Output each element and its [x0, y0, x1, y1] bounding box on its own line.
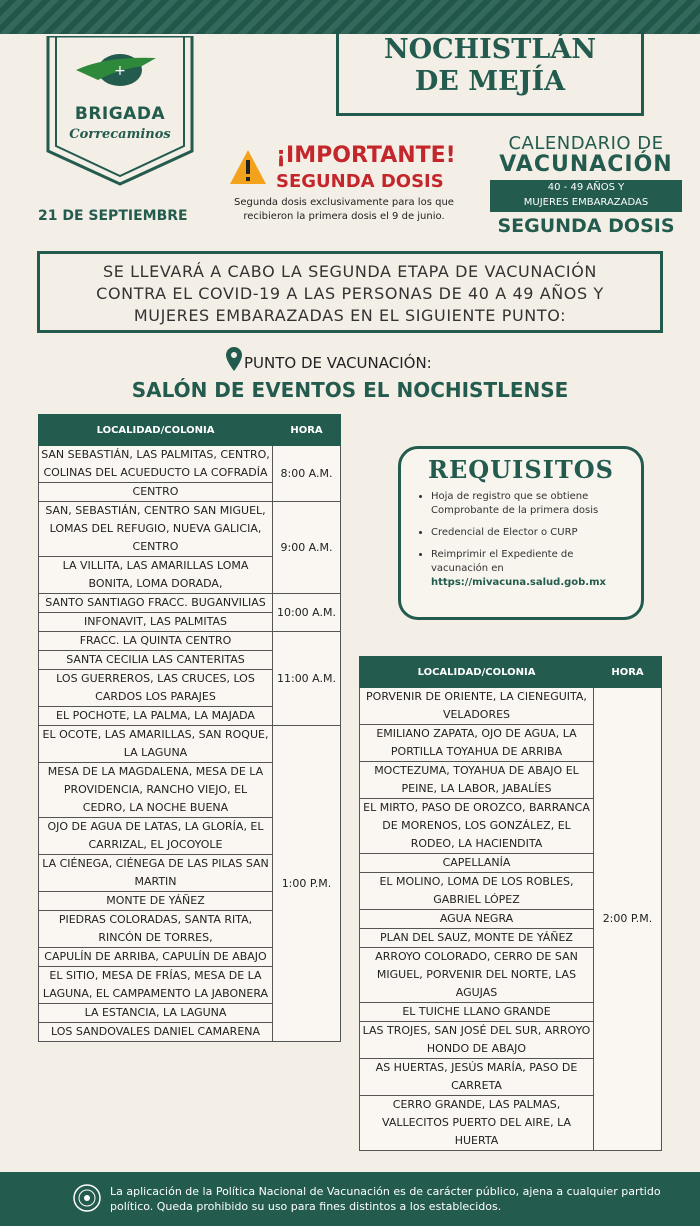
locality-cell: EL POCHOTE, LA PALMA, LA MAJADA: [39, 707, 273, 726]
brand-brigada: BRIGADA: [74, 104, 166, 124]
table-row: [360, 688, 662, 725]
hour-cell: 8:00 A.M.: [273, 446, 341, 502]
locality-cell: AS HUERTAS, JESÚS MARÍA, PASO DE CARRETA: [360, 1059, 594, 1096]
schedule-table-right: [359, 656, 662, 1151]
locality-cell: OJO DE AGUA DE LATAS, LA GLORÍA, EL CARRIZAL, EL JOCOYOLE: [39, 818, 273, 855]
hour-cell: 2:00 P.M.: [594, 688, 662, 1151]
hour-cell: 11:00 A.M.: [273, 632, 341, 726]
calendar-label: CALENDARIO DE: [508, 133, 664, 154]
requirements-title: REQUISITOS: [428, 455, 614, 484]
locality-cell: EL MOLINO, LOMA DE LOS ROBLES, GABRIEL LÓPEZ: [360, 873, 594, 910]
locality-cell: CERRO GRANDE, LAS PALMAS, VALLECITOS PUERTO DEL AIRE, LA HUERTA: [360, 1096, 594, 1151]
top-pattern-band: [0, 0, 700, 34]
vaccination-label: VACUNACIÓN: [499, 152, 673, 177]
locality-cell: SAN SEBASTIÁN, LAS PALMITAS, CENTRO, COLINAS DEL ACUEDUCTO LA COFRADÍA: [39, 446, 273, 483]
header-hour: HORA: [594, 657, 662, 688]
announcement-line3: MUJERES EMBARAZADAS EN EL SIGUIENTE PUNTO:: [133, 306, 567, 325]
locality-cell: EMILIANO ZAPATA, OJO DE AGUA, LA PORTILLA TOYAHUA DE ARRIBA: [360, 725, 594, 762]
second-dose-heading: SEGUNDA DOSIS: [276, 171, 444, 192]
announcement-box: [37, 251, 663, 333]
age-group-line1: 40 - 49 AÑOS Y: [547, 182, 625, 193]
locality-cell: PLAN DEL SAUZ, MONTE DE YÁÑEZ: [360, 929, 594, 948]
vaccine-url-link[interactable]: https://mivacuna.salud.gob.mx: [431, 577, 606, 588]
second-dose-note-line2: recibieron la primera dosis el 9 de junio.: [243, 211, 445, 222]
locality-cell: ARROYO COLORADO, CERRO DE SAN MIGUEL, PORVENIR DEL NORTE, LAS AGUJAS: [360, 948, 594, 1003]
locality-cell: EL MIRTO, PASO DE OROZCO, BARRANCA DE MORENOS, LOS GONZÁLEZ, EL RODEO, LA HACIENDITA: [360, 799, 594, 854]
announcement-line1: SE LLEVARÁ A CABO LA SEGUNDA ETAPA DE VACUNACIÓN: [102, 262, 598, 281]
requirement-item: • Hoja de registro que se obtiene Comprobante de la primera dosis: [431, 490, 631, 518]
second-dose-note-line1: Segunda dosis exclusivamente para los que: [234, 197, 454, 208]
venue-name: SALÓN DE EVENTOS EL NOCHISTLENSE: [131, 378, 569, 402]
locality-cell: SANTO SANTIAGO FRACC. BUGANVILIAS: [39, 594, 273, 613]
locality-cell: EL TUICHE LLANO GRANDE: [360, 1003, 594, 1022]
table-row: [39, 446, 341, 483]
announcement-line2: CONTRA EL COVID-19 A LAS PERSONAS DE 40 A 49 AÑOS Y: [96, 284, 604, 303]
table-row: [39, 502, 341, 557]
town-title-line2: DE MEJÍA: [414, 66, 566, 97]
requirement-item: • Credencial de Elector o CURP: [431, 526, 631, 540]
locality-cell: PORVENIR DE ORIENTE, LA CIENEGUITA, VELADORES: [360, 688, 594, 725]
requirement-item-text: Reimprimir el Expediente de vacunación en: [431, 549, 574, 574]
locality-cell: MONTE DE YÁÑEZ: [39, 892, 273, 911]
important-heading: ¡IMPORTANTE!: [276, 143, 456, 168]
town-title-line1: NOCHISTLÁN: [383, 34, 597, 65]
locality-cell: PIEDRAS COLORADAS, SANTA RITA, RINCÓN DE TORRES,: [39, 911, 273, 948]
table-row: [39, 594, 341, 613]
locality-cell: CAPELLANÍA: [360, 854, 594, 873]
location-pin-icon: [226, 347, 242, 371]
event-date: 21 DE SEPTIEMBRE: [38, 208, 188, 224]
requirements-box: [398, 446, 644, 620]
locality-cell: EL SITIO, MESA DE FRÍAS, MESA DE LA LAGUNA, EL CAMPAMENTO LA JABONERA: [39, 967, 273, 1004]
locality-cell: LAS TROJES, SAN JOSÉ DEL SUR, ARROYO HONDO DE ABAJO: [360, 1022, 594, 1059]
locality-cell: LA VILLITA, LAS AMARILLAS LOMA BONITA, LOMA DORADA,: [39, 557, 273, 594]
second-dose-note: [210, 196, 478, 224]
town-title: [336, 34, 644, 116]
age-group-line2: MUJERES EMBARAZADAS: [523, 197, 649, 208]
footer-text: La aplicación de la Política Nacional de Vacunación es de carácter público, ajena a cualquier partido político. Queda prohibido su uso para fines distintos a los establecidos.: [110, 1185, 661, 1213]
warning-icon: [228, 148, 268, 186]
second-dose-label: SEGUNDA DOSIS: [497, 215, 675, 237]
requirement-item: [431, 548, 631, 590]
locality-cell: FRACC. LA QUINTA CENTRO: [39, 632, 273, 651]
brand-correcaminos: Correcaminos: [69, 127, 171, 142]
hour-cell: 9:00 A.M.: [273, 502, 341, 594]
national-seal-icon: [72, 1183, 102, 1213]
age-group-band: [490, 180, 682, 212]
locality-cell: LA ESTANCIA, LA LAGUNA: [39, 1004, 273, 1023]
header-hour: HORA: [273, 415, 341, 446]
locality-cell: LA CIÉNEGA, CIÉNEGA DE LAS PILAS SAN MARTIN: [39, 855, 273, 892]
locality-cell: MOCTEZUMA, TOYAHUA DE ABAJO EL PEINE, LA LABOR, JABALÍES: [360, 762, 594, 799]
locality-cell: LOS GUERREROS, LAS CRUCES, LOS CARDOS LOS PARAJES: [39, 670, 273, 707]
svg-text:+: +: [114, 63, 126, 79]
table-row: [39, 632, 341, 651]
locality-cell: CENTRO: [39, 483, 273, 502]
table-row: [39, 726, 341, 763]
hour-cell: 10:00 A.M.: [273, 594, 341, 632]
schedule-table-left: [38, 414, 341, 1042]
hour-cell: 1:00 P.M.: [273, 726, 341, 1042]
requirements-list: [401, 490, 641, 590]
locality-cell: SAN, SEBASTIÁN, CENTRO SAN MIGUEL, LOMAS DEL REFUGIO, NUEVA GALICIA, CENTRO: [39, 502, 273, 557]
header-locality: LOCALIDAD/COLONIA: [360, 657, 594, 688]
locality-cell: LOS SANDOVALES DANIEL CAMARENA: [39, 1023, 273, 1042]
locality-cell: MESA DE LA MAGDALENA, MESA DE LA PROVIDENCIA, RANCHO VIEJO, EL CEDRO, LA NOCHE BUENA: [39, 763, 273, 818]
locality-cell: CAPULÍN DE ARRIBA, CAPULÍN DE ABAJO: [39, 948, 273, 967]
locality-cell: SANTA CECILIA LAS CANTERITAS: [39, 651, 273, 670]
locality-cell: AGUA NEGRA: [360, 910, 594, 929]
locality-cell: INFONAVIT, LAS PALMITAS: [39, 613, 273, 632]
locality-cell: EL OCOTE, LAS AMARILLAS, SAN ROQUE, LA LAGUNA: [39, 726, 273, 763]
vaccination-point-label: PUNTO DE VACUNACIÓN:: [244, 354, 432, 372]
header-locality: LOCALIDAD/COLONIA: [39, 415, 273, 446]
footer-disclaimer: [0, 1172, 700, 1226]
